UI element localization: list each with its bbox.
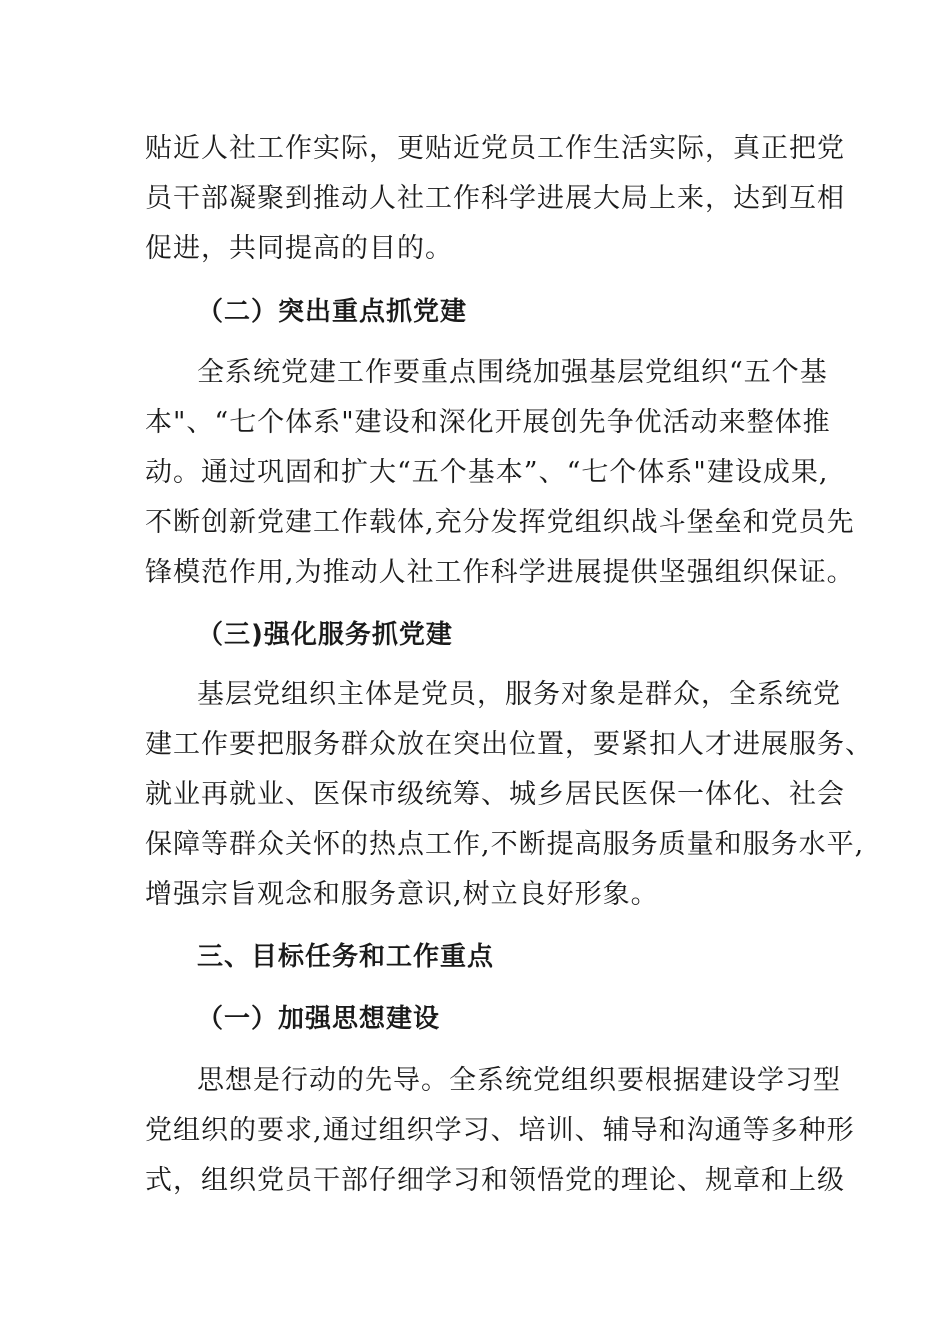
body-line: 式，组织党员干部仔细学习和领悟党的理论、规章和上级 (145, 1165, 845, 1196)
body-line: 贴近人社工作实际，更贴近党员工作生活实际，真正把党 (145, 133, 845, 164)
section-heading: （一）加强思想建设 (197, 1004, 441, 1034)
body-line: 党组织的要求,通过组织学习、培训、辅导和沟通等多种形 (145, 1115, 855, 1146)
body-line: 建工作要把服务群众放在突出位置，要紧扣人才进展服务、 (145, 729, 873, 760)
body-line: 员干部凝聚到推动人社工作科学进展大局上来，达到互相 (145, 183, 845, 214)
body-line: 动。通过巩固和扩大“五个基本”、“七个体系"建设成果, (145, 457, 829, 488)
body-line: 不断创新党建工作载体,充分发挥党组织战斗堡垒和党员先 (145, 507, 855, 538)
body-line: 增强宗旨观念和服务意识,树立良好形象。 (145, 879, 659, 910)
section-heading: （二）突出重点抓党建 (197, 297, 468, 327)
body-line: 锋模范作用,为推动人社工作科学进展提供坚强组织保证。 (145, 557, 855, 588)
chapter-heading: 三、目标任务和工作重点 (197, 942, 495, 972)
body-line: 基层党组织主体是党员，服务对象是群众，全系统党 (197, 679, 841, 710)
body-line: 就业再就业、医保市级统筹、城乡居民医保一体化、社会 (145, 779, 845, 810)
body-line: 促进，共同提高的目的。 (145, 233, 453, 264)
body-line: 全系统党建工作要重点围绕加强基层党组织“五个基 (197, 357, 828, 388)
body-line: 思想是行动的先导。全系统党组织要根据建设学习型 (197, 1065, 841, 1096)
body-line: 本"、“七个体系"建设和深化开展创先争优活动来整体推 (145, 407, 831, 438)
section-heading: （三)强化服务抓党建 (197, 620, 453, 650)
body-line: 保障等群众关怀的热点工作,不断提高服务质量和服务水平, (145, 829, 865, 860)
